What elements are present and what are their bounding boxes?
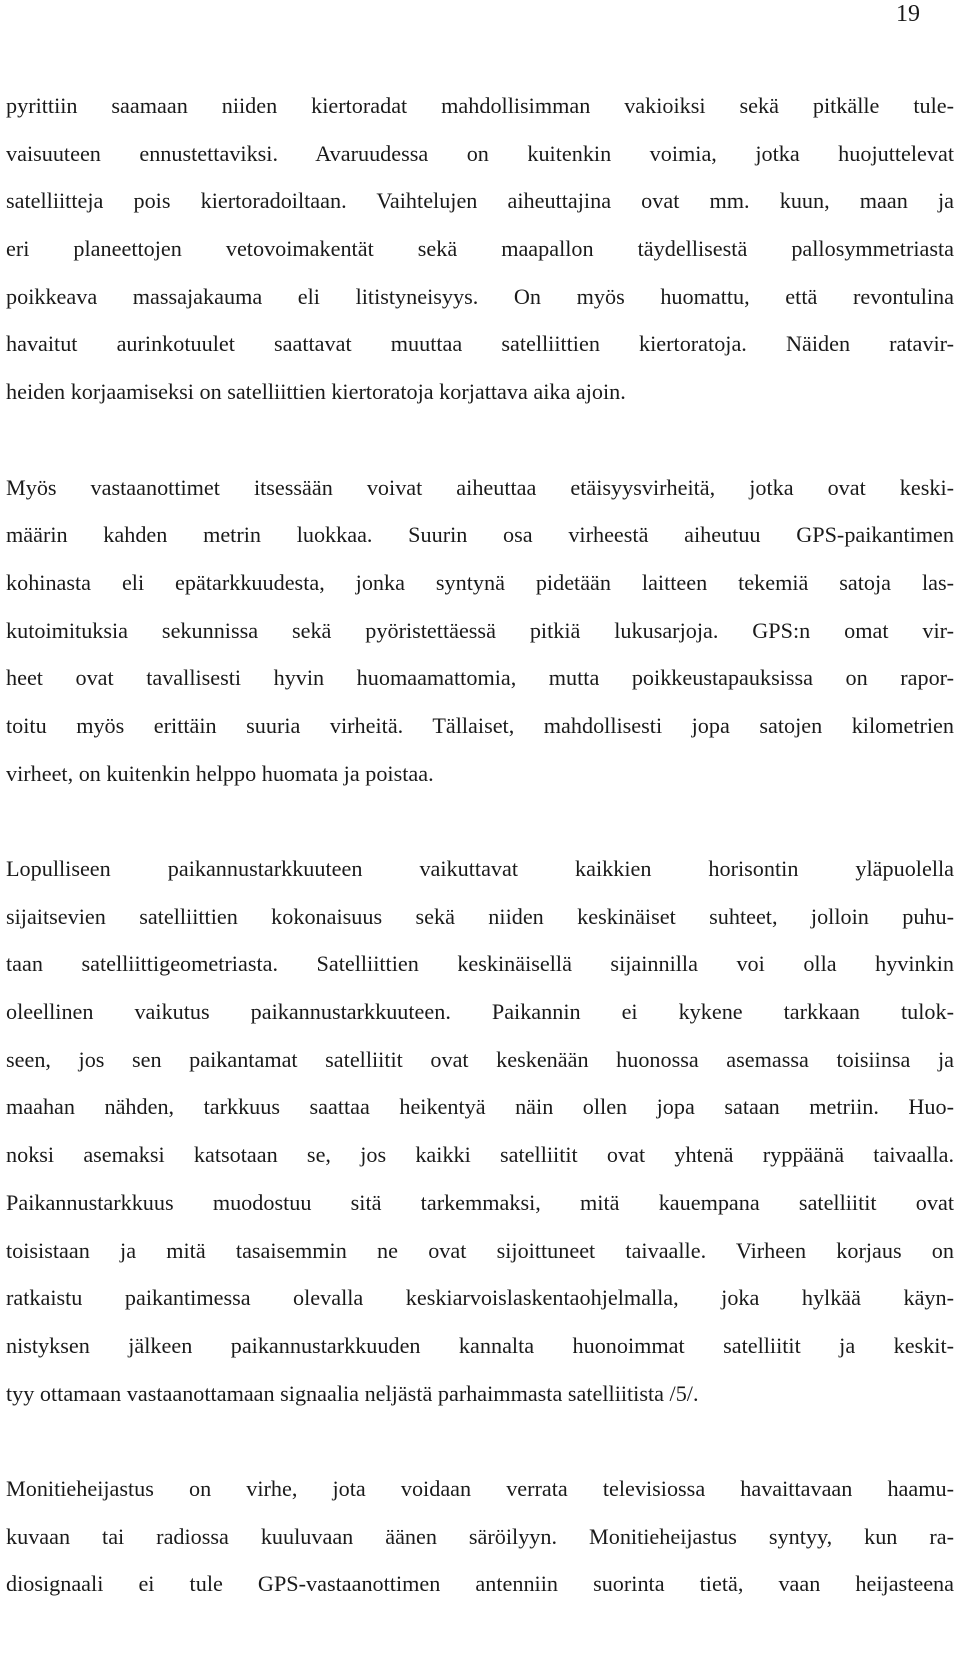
text-line: pyrittiin saamaan niiden kiertoradat mahdollisimman vakioiksi sekä pitkälle tule-	[6, 93, 954, 118]
text-line: nistyksen jälkeen paikannustarkkuuden kannalta huonoimmat satelliitit ja keskit-	[6, 1332, 954, 1358]
text-line: määrin kahden metrin luokkaa. Suurin osa virheestä aiheutuu GPS-paikantimen	[6, 522, 954, 548]
text-line: maahan nähden, tarkkuus saattaa heikentyä näin ollen jopa sataan metriin. Huo-	[6, 1094, 954, 1120]
text-line: virheet, on kuitenkin helppo huomata ja poistaa.	[6, 760, 434, 786]
text-line: sijaitsevien satelliittien kokonaisuus sekä niiden keskinäiset suhteet, jolloin puhu-	[6, 903, 954, 929]
text-line: toisistaan ja mitä tasaisemmin ne ovat sijoittuneet taivaalle. Virheen korjaus on	[6, 1237, 954, 1263]
paragraph-3	[6, 845, 954, 1417]
paragraph-gap	[6, 797, 954, 845]
text-line: Paikannustarkkuus muodostuu sitä tarkemmaksi, mitä kauempana satelliitit ovat	[6, 1189, 954, 1215]
page-number: 19	[896, 1, 920, 27]
text-line: kuvaan tai radiossa kuuluvaan äänen säröilyyn. Monitieheijastus syntyy, kun ra-	[6, 1523, 954, 1549]
text-line: vaisuuteen ennustettaviksi. Avaruudessa on kuitenkin voimia, jotka huojuttelevat	[6, 140, 954, 166]
text-line: noksi asemaksi katsotaan se, jos kaikki satelliitit ovat yhtenä ryppäänä taivaalla.	[6, 1142, 954, 1168]
text-line: poikkeava massajakauma eli litistyneisyys. On myös huomattu, että revontulina	[6, 283, 954, 309]
text-line: toitu myös erittäin suuria virheitä. Tällaiset, mahdollisesti jopa satojen kilometrien	[6, 712, 954, 738]
text-line: diosignaali ei tule GPS-vastaanottimen antenniin suorinta tietä, vaan heijasteena	[6, 1571, 954, 1597]
paragraph-1	[6, 82, 954, 416]
text-line: kutoimituksia sekunnissa sekä pyöristettäessä pitkiä lukusarjoja. GPS:n omat vir-	[6, 617, 954, 643]
paragraph-gap	[6, 416, 954, 464]
text-line: ratkaistu paikantimessa olevalla keskiarvoislaskentaohjelmalla, joka hylkää käyn-	[6, 1285, 954, 1311]
text-line: oleellinen vaikutus paikannustarkkuuteen. Paikannin ei kykene tarkkaan tulok-	[6, 999, 954, 1025]
text-line: Lopulliseen paikannustarkkuuteen vaikuttavat kaikkien horisontin yläpuolella	[6, 856, 954, 881]
text-line: eri planeettojen vetovoimakentät sekä maapallon täydellisestä pallosymmetriasta	[6, 236, 954, 262]
text-line: taan satelliittigeometriasta. Satelliittien keskinäisellä sijainnilla voi olla hyvinkin	[6, 951, 954, 977]
text-line: kohinasta eli epätarkkuudesta, jonka syntynä pidetään laitteen tekemiä satoja las-	[6, 569, 954, 595]
paragraph-gap	[6, 1417, 954, 1465]
document-body	[6, 82, 954, 1608]
text-line: Monitieheijastus on virhe, jota voidaan verrata televisiossa havaittavaan haamu-	[6, 1475, 954, 1501]
text-line: heet ovat tavallisesti hyvin huomaamattomia, mutta poikkeustapauksissa on rapor-	[6, 665, 954, 691]
paragraph-2	[6, 464, 954, 798]
text-line: seen, jos sen paikantamat satelliitit ovat keskenään huonossa asemassa toisiinsa ja	[6, 1046, 954, 1072]
text-line: satelliitteja pois kiertoradoiltaan. Vaihtelujen aiheuttajina ovat mm. kuun, maan ja	[6, 188, 954, 214]
text-line: tyy ottamaan vastaanottamaan signaalia neljästä parhaimmasta satelliitista /5/.	[6, 1380, 699, 1406]
text-line: heiden korjaamiseksi on satelliittien kiertoratoja korjattava aika ajoin.	[6, 379, 626, 405]
paragraph-4	[6, 1465, 954, 1608]
text-line: Myös vastaanottimet itsessään voivat aiheuttaa etäisyysvirheitä, jotka ovat keski-	[6, 474, 954, 500]
text-line: havaitut aurinkotuulet saattavat muuttaa satelliittien kiertoratoja. Näiden ratavir-	[6, 331, 954, 357]
